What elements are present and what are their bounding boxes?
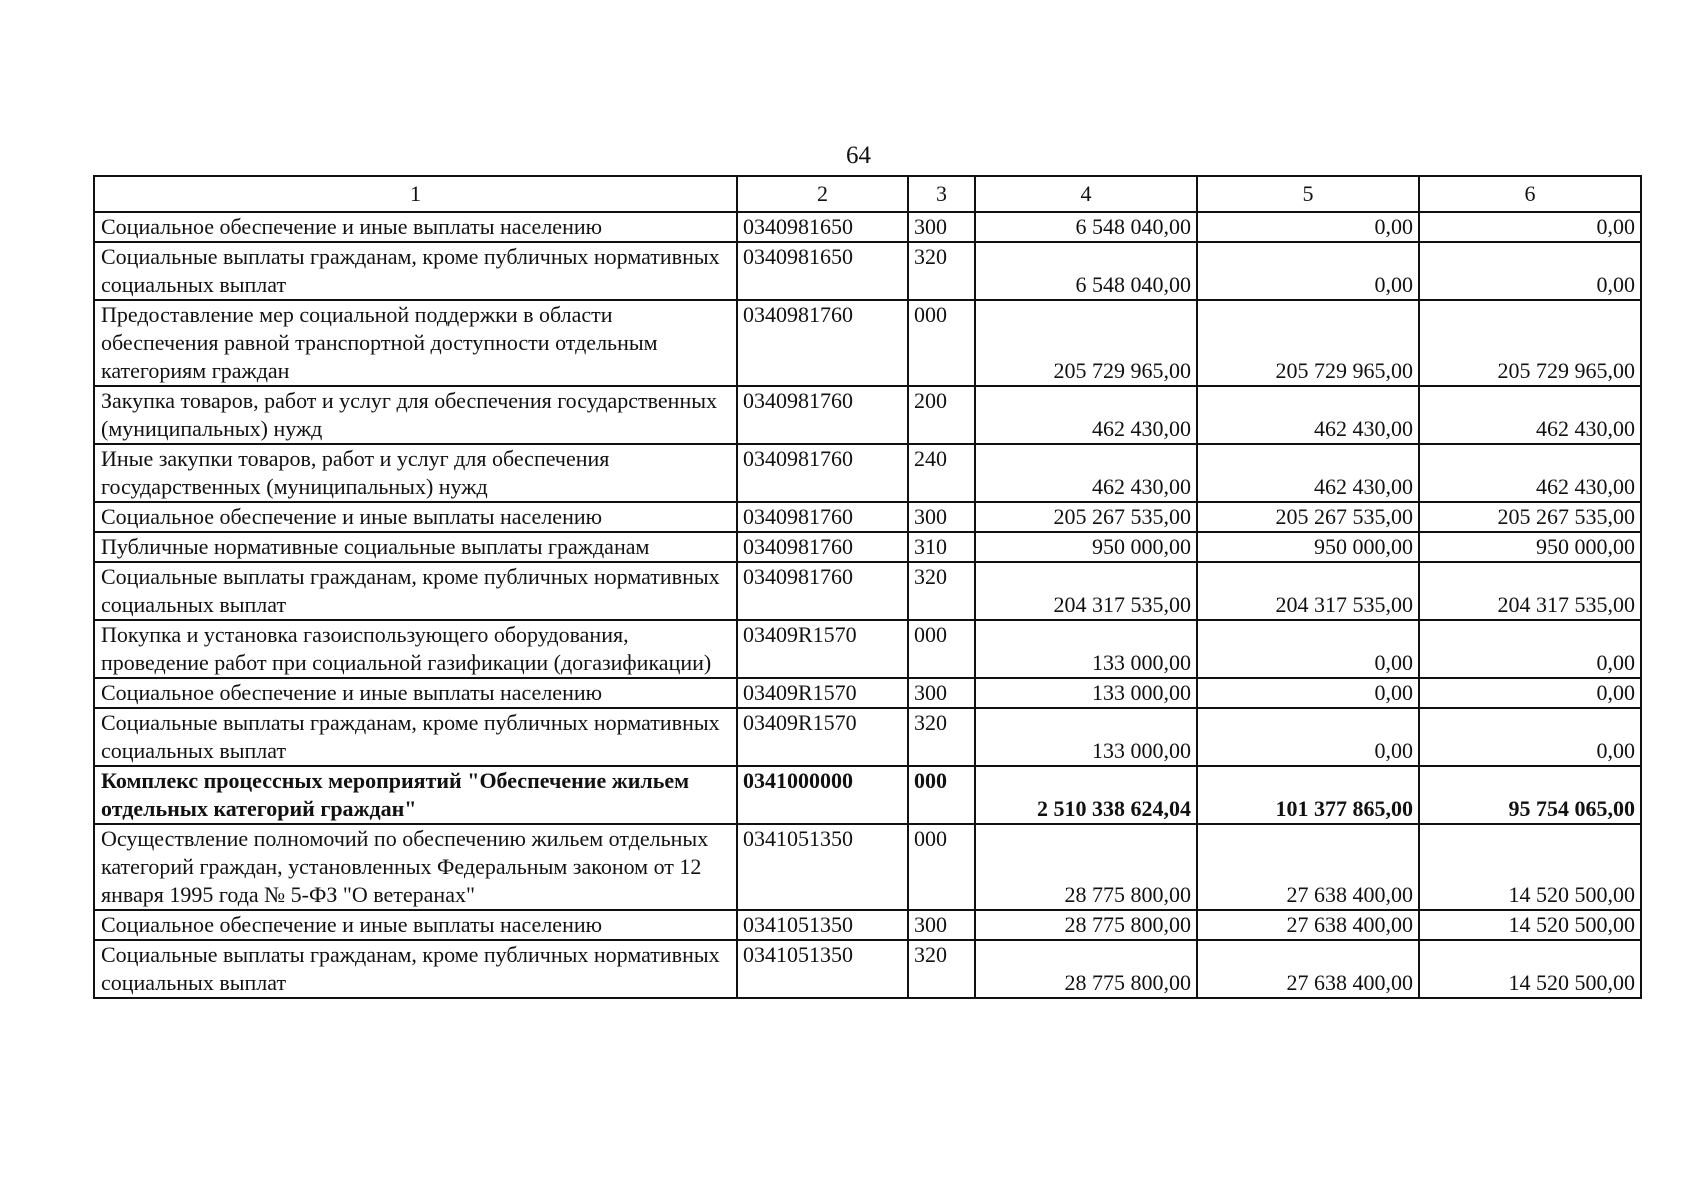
row-name-cell: Предоставление мер социальной поддержки в области обеспечения равной транспортной доступности отдельным категориям граждан	[94, 300, 737, 386]
table-row	[94, 766, 1641, 824]
row-expense-type-cell: 300	[908, 910, 975, 940]
row-expense-type-cell: 310	[908, 532, 975, 562]
row-name-cell: Социальное обеспечение и иные выплаты населению	[94, 910, 737, 940]
row-amount-col4-cell: 6 548 040,00	[975, 212, 1197, 242]
row-expense-type-cell: 000	[908, 766, 975, 824]
row-code-cell: 0341051350	[737, 910, 908, 940]
row-name-cell: Закупка товаров, работ и услуг для обеспечения государственных (муниципальных) нужд	[94, 386, 737, 444]
row-amount-col4-cell: 133 000,00	[975, 620, 1197, 678]
page-number: 64	[846, 142, 871, 169]
table-body	[94, 176, 1641, 998]
row-code-cell: 0340981650	[737, 212, 908, 242]
row-amount-col6-cell: 0,00	[1419, 242, 1641, 300]
row-code-cell: 0341051350	[737, 824, 908, 910]
row-amount-col5-cell: 27 638 400,00	[1197, 824, 1419, 910]
row-name-cell: Социальное обеспечение и иные выплаты населению	[94, 212, 737, 242]
row-amount-col4-cell: 28 775 800,00	[975, 824, 1197, 910]
row-name-cell: Осуществление полномочий по обеспечению жильем отдельных категорий граждан, установленных Федеральным законом от 12 января 1995 года № 5-ФЗ "О ветеранах"	[94, 824, 737, 910]
row-expense-type-cell: 000	[908, 824, 975, 910]
row-amount-col4-cell: 133 000,00	[975, 708, 1197, 766]
row-name-cell: Комплекс процессных мероприятий "Обеспечение жильем отдельных категорий граждан"	[94, 766, 737, 824]
row-expense-type-cell: 300	[908, 212, 975, 242]
row-amount-col4-cell: 133 000,00	[975, 678, 1197, 708]
row-code-cell: 0340981650	[737, 242, 908, 300]
row-expense-type-cell: 320	[908, 242, 975, 300]
row-amount-col6-cell: 204 317 535,00	[1419, 562, 1641, 620]
row-amount-col6-cell: 95 754 065,00	[1419, 766, 1641, 824]
row-amount-col4-cell: 205 267 535,00	[975, 502, 1197, 532]
header-cell-2: 2	[737, 176, 908, 212]
row-name-cell: Социальные выплаты гражданам, кроме публичных нормативных социальных выплат	[94, 562, 737, 620]
table-row	[94, 300, 1641, 386]
row-name-cell: Социальное обеспечение и иные выплаты населению	[94, 502, 737, 532]
table-row	[94, 678, 1641, 708]
row-code-cell: 0341051350	[737, 940, 908, 998]
row-amount-col4-cell: 462 430,00	[975, 386, 1197, 444]
row-expense-type-cell: 320	[908, 562, 975, 620]
row-amount-col6-cell: 205 729 965,00	[1419, 300, 1641, 386]
row-expense-type-cell: 200	[908, 386, 975, 444]
row-code-cell: 0340981760	[737, 502, 908, 532]
row-amount-col5-cell: 205 267 535,00	[1197, 502, 1419, 532]
header-cell-4: 4	[975, 176, 1197, 212]
header-cell-5: 5	[1197, 176, 1419, 212]
row-amount-col5-cell: 101 377 865,00	[1197, 766, 1419, 824]
row-amount-col4-cell: 28 775 800,00	[975, 940, 1197, 998]
row-code-cell: 0340981760	[737, 300, 908, 386]
row-name-cell: Социальные выплаты гражданам, кроме публичных нормативных социальных выплат	[94, 242, 737, 300]
row-name-cell: Покупка и установка газоиспользующего оборудования, проведение работ при социальной газификации (догазификации)	[94, 620, 737, 678]
row-expense-type-cell: 300	[908, 678, 975, 708]
row-code-cell: 0340981760	[737, 562, 908, 620]
row-amount-col4-cell: 204 317 535,00	[975, 562, 1197, 620]
row-amount-col5-cell: 0,00	[1197, 242, 1419, 300]
row-code-cell: 03409R1570	[737, 708, 908, 766]
row-amount-col6-cell: 950 000,00	[1419, 532, 1641, 562]
row-name-cell: Социальные выплаты гражданам, кроме публичных нормативных социальных выплат	[94, 940, 737, 998]
row-amount-col5-cell: 204 317 535,00	[1197, 562, 1419, 620]
table-row	[94, 502, 1641, 532]
table-row	[94, 620, 1641, 678]
row-expense-type-cell: 000	[908, 620, 975, 678]
table-row	[94, 444, 1641, 502]
table-row	[94, 940, 1641, 998]
row-amount-col5-cell: 205 729 965,00	[1197, 300, 1419, 386]
row-amount-col6-cell: 0,00	[1419, 620, 1641, 678]
row-amount-col5-cell: 27 638 400,00	[1197, 940, 1419, 998]
row-amount-col4-cell: 6 548 040,00	[975, 242, 1197, 300]
header-cell-1: 1	[94, 176, 737, 212]
row-expense-type-cell: 240	[908, 444, 975, 502]
row-code-cell: 0340981760	[737, 532, 908, 562]
row-code-cell: 03409R1570	[737, 620, 908, 678]
row-amount-col4-cell: 28 775 800,00	[975, 910, 1197, 940]
row-amount-col4-cell: 950 000,00	[975, 532, 1197, 562]
row-expense-type-cell: 300	[908, 502, 975, 532]
row-amount-col6-cell: 462 430,00	[1419, 386, 1641, 444]
row-amount-col6-cell: 205 267 535,00	[1419, 502, 1641, 532]
row-amount-col6-cell: 0,00	[1419, 708, 1641, 766]
row-amount-col5-cell: 0,00	[1197, 620, 1419, 678]
budget-table	[93, 175, 1642, 999]
row-amount-col6-cell: 0,00	[1419, 212, 1641, 242]
table-row	[94, 386, 1641, 444]
row-amount-col5-cell: 27 638 400,00	[1197, 910, 1419, 940]
table-row	[94, 242, 1641, 300]
header-row	[94, 176, 1641, 212]
row-code-cell: 0341000000	[737, 766, 908, 824]
row-name-cell: Публичные нормативные социальные выплаты гражданам	[94, 532, 737, 562]
row-amount-col5-cell: 0,00	[1197, 708, 1419, 766]
row-amount-col5-cell: 0,00	[1197, 212, 1419, 242]
row-code-cell: 03409R1570	[737, 678, 908, 708]
row-name-cell: Иные закупки товаров, работ и услуг для обеспечения государственных (муниципальных) нужд	[94, 444, 737, 502]
row-code-cell: 0340981760	[737, 386, 908, 444]
header-cell-6: 6	[1419, 176, 1641, 212]
row-amount-col6-cell: 462 430,00	[1419, 444, 1641, 502]
row-amount-col6-cell: 0,00	[1419, 678, 1641, 708]
row-amount-col6-cell: 14 520 500,00	[1419, 940, 1641, 998]
table-row	[94, 212, 1641, 242]
table-row	[94, 910, 1641, 940]
row-amount-col4-cell: 205 729 965,00	[975, 300, 1197, 386]
row-expense-type-cell: 320	[908, 708, 975, 766]
table-row	[94, 708, 1641, 766]
row-amount-col5-cell: 462 430,00	[1197, 386, 1419, 444]
row-amount-col5-cell: 462 430,00	[1197, 444, 1419, 502]
row-expense-type-cell: 320	[908, 940, 975, 998]
row-amount-col4-cell: 462 430,00	[975, 444, 1197, 502]
row-name-cell: Социальное обеспечение и иные выплаты населению	[94, 678, 737, 708]
table-row	[94, 532, 1641, 562]
header-cell-3: 3	[908, 176, 975, 212]
row-code-cell: 0340981760	[737, 444, 908, 502]
row-amount-col6-cell: 14 520 500,00	[1419, 910, 1641, 940]
table-row	[94, 824, 1641, 910]
row-amount-col5-cell: 0,00	[1197, 678, 1419, 708]
row-amount-col4-cell: 2 510 338 624,04	[975, 766, 1197, 824]
table-row	[94, 562, 1641, 620]
row-expense-type-cell: 000	[908, 300, 975, 386]
row-amount-col5-cell: 950 000,00	[1197, 532, 1419, 562]
row-name-cell: Социальные выплаты гражданам, кроме публичных нормативных социальных выплат	[94, 708, 737, 766]
row-amount-col6-cell: 14 520 500,00	[1419, 824, 1641, 910]
